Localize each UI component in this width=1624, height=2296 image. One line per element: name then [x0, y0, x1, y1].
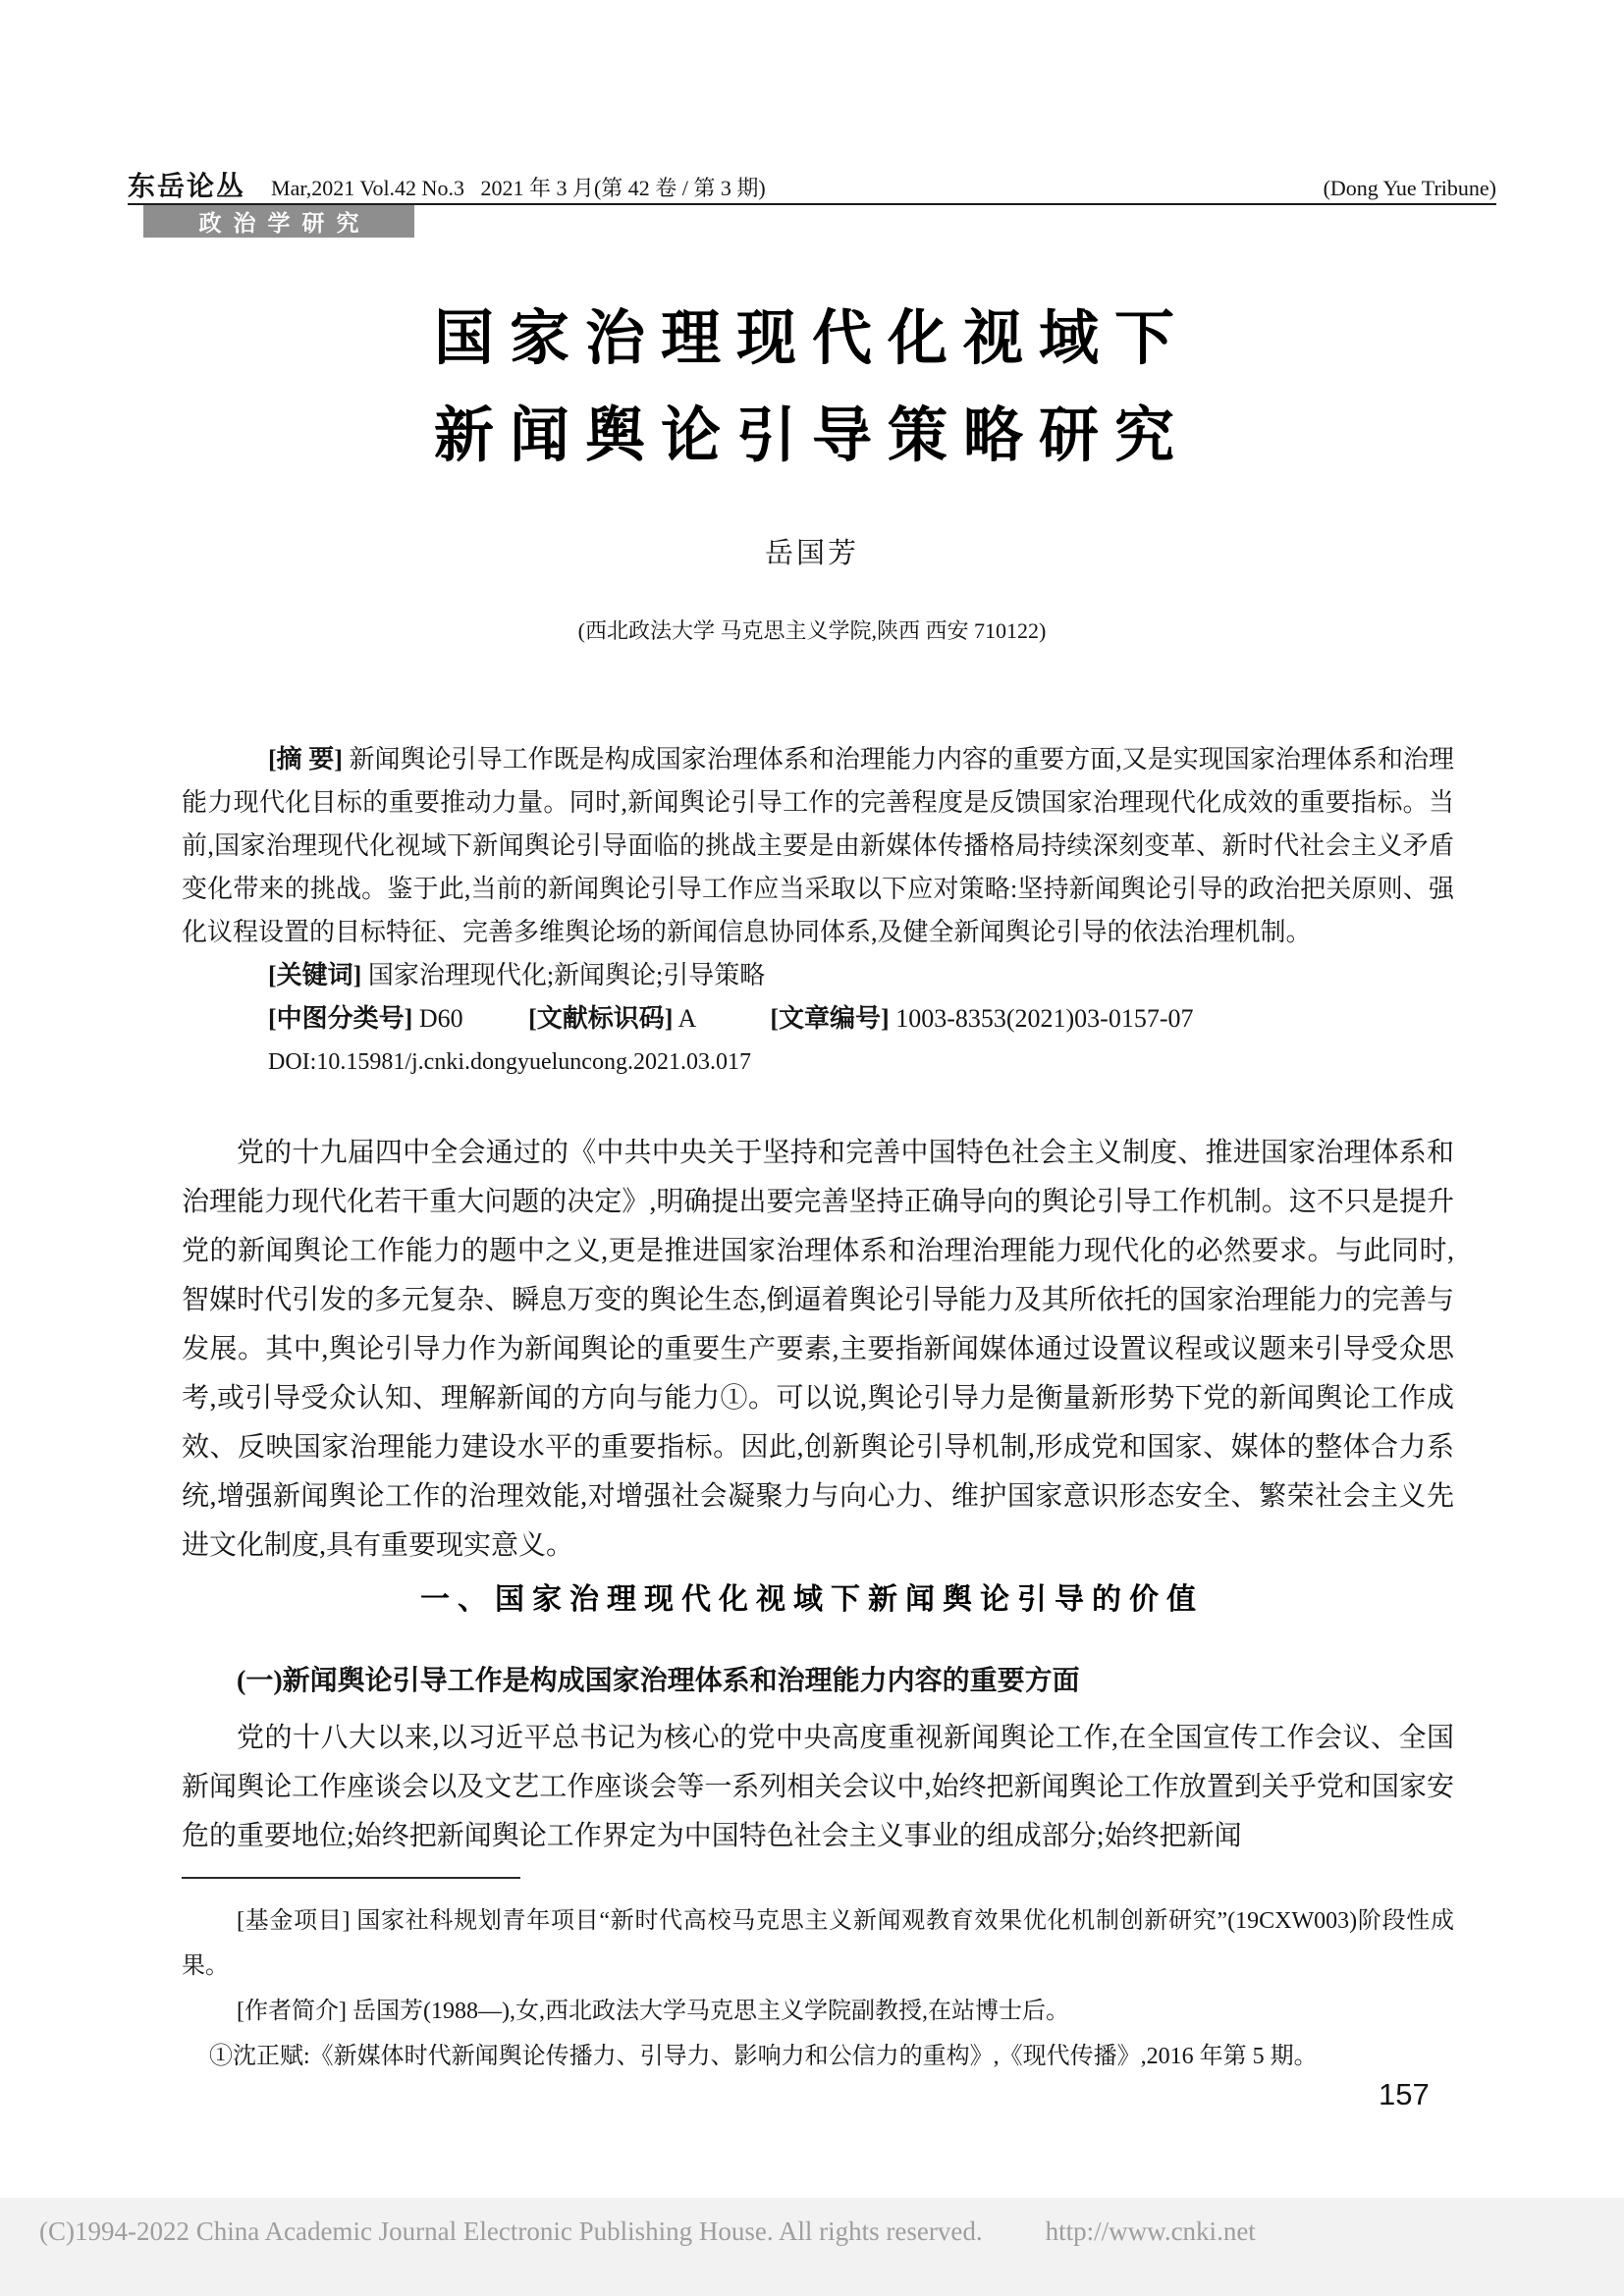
keywords-line: [182, 954, 1454, 997]
article-title-line2: 新闻舆论引导策略研究: [433, 403, 1190, 469]
article-id-label: [文章编号]: [770, 1004, 890, 1033]
author-affiliation: (西北政法大学 马克思主义学院,陕西 西安 710122): [577, 618, 1047, 643]
footnote-fund: [基金项目] 国家社科规划青年项目“新时代高校马克思主义新闻观教育效果优化机制创新研究”(19CXW003)阶段性成果。: [182, 1908, 1454, 1979]
abstract-text: 新闻舆论引导工作既是构成国家治理体系和治理能力内容的重要方面,又是实现国家治理体系和治理能力现代化目标的重要推动力量。同时,新闻舆论引导工作的完善程度是反馈国家治理现代化成效的重要指标。当前,国家治理现代化视域下新闻舆论引导面临的挑战主要是由新媒体传播格局持续深刻变革、新时代社会主义矛盾变化带来的挑战。鉴于此,当前的新闻舆论引导工作应当采取以下应对策略:坚持新闻舆论引导的政治把关原则、强化议程设置的目标特征、完善多维舆论场的新闻信息协同体系,及健全新闻舆论引导的依法治理机制。: [182, 745, 1454, 946]
body-paragraph-2: 党的十八大以来,以习近平总书记为核心的党中央高度重视新闻舆论工作,在全国宣传工作会议、全国新闻舆论工作座谈会以及文艺工作座谈会等一系列相关会议中,始终把新闻舆论工作放置到关乎党和国家安危的重要地位;始终把新闻舆论工作界定为中国特色社会主义事业的组成部分;始终把新闻: [182, 1723, 1454, 1851]
footer: [39, 2216, 1585, 2247]
article-id-value: 1003-8353(2021)03-0157-07: [895, 1004, 1194, 1033]
column-badge: 政治学研究: [143, 205, 414, 238]
footnote-author-bio: [作者简介] 岳国芳(1988—),女,西北政法大学马克思主义学院副教授,在站博士后。: [237, 1999, 1069, 2024]
clc-label: [中图分类号]: [268, 1004, 413, 1033]
abstract-paragraph: [182, 738, 1454, 954]
journal-name-cn: 东岳论丛: [128, 172, 246, 202]
keywords-text: 国家治理现代化;新闻舆论;引导策略: [367, 961, 766, 989]
footnotes-block: [182, 1898, 1454, 2079]
subsection-1-1-heading: (一)新闻舆论引导工作是构成国家治理体系和治理能力内容的重要方面: [237, 1666, 1080, 1696]
journal-name-en: (Dong Yue Tribune): [1323, 176, 1496, 200]
doc-code-value: A: [677, 1004, 695, 1033]
classification-line: [182, 997, 1454, 1041]
journal-issue-info: Mar,2021 Vol.42 No.3 2021 年 3 月(第 42 卷 / 第 3 期): [271, 176, 766, 200]
doi-line: DOI:10.15981/j.cnki.dongyueluncong.2021.03.017: [268, 1049, 751, 1075]
footnote-reference-1: ①沈正赋:《新媒体时代新闻舆论传播力、引导力、影响力和公信力的重构》,《现代传播》,2016 年第 5 期。: [209, 2044, 1318, 2069]
abstract-block: [182, 738, 1454, 1084]
doc-code-label: [文献标识码]: [528, 1004, 674, 1033]
body-paragraph-1: 党的十九届四中全会通过的《中共中央关于坚持和完善中国特色社会主义制度、推进国家治理体系和治理能力现代化若干重大问题的决定》,明确提出要完善坚持正确导向的舆论引导工作机制。这不只是提升党的新闻舆论工作能力的题中之义,更是推进国家治理体系和治理治理能力现代化的必然要求。与此同时,智媒时代引发的多元复杂、瞬息万变的舆论生态,倒逼着舆论引导能力及其所依托的国家治理能力的完善与发展。其中,舆论引导力作为新闻舆论的重要生产要素,主要指新闻媒体通过设置议程或议题来引导受众思考,或引导受众认知、理解新闻的方向与能力①。可以说,舆论引导力是衡量新形势下党的新闻舆论工作成效、反映国家治理能力建设水平的重要指标。因此,创新舆论引导机制,形成党和国家、媒体的整体合力系统,增强新闻舆论工作的治理效能,对增强社会凝聚力与向心力、维护国家意识形态安全、繁荣社会主义先进文化制度,具有重要现实意义。: [182, 1138, 1454, 1561]
author-name: 岳国芳: [764, 538, 859, 569]
keywords-label: [关键词]: [268, 961, 362, 989]
page-number: 157: [1379, 2077, 1430, 2111]
footer-url: http://www.cnki.net: [1045, 2216, 1256, 2246]
page-header: [128, 165, 1496, 204]
section-1-heading: 一、国家治理现代化视域下新闻舆论引导的价值: [420, 1583, 1204, 1616]
footer-copyright: (C)1994-2022 China Academic Journal Electronic Publishing House. All rights reserved.: [39, 2216, 983, 2246]
article-title-line1: 国家治理现代化视域下: [433, 306, 1190, 372]
footer-band: [0, 2198, 1624, 2296]
clc-value: D60: [418, 1004, 463, 1033]
abstract-label: [摘 要]: [268, 745, 343, 774]
article-title: [0, 291, 1624, 485]
footnote-divider: [182, 1877, 520, 1879]
